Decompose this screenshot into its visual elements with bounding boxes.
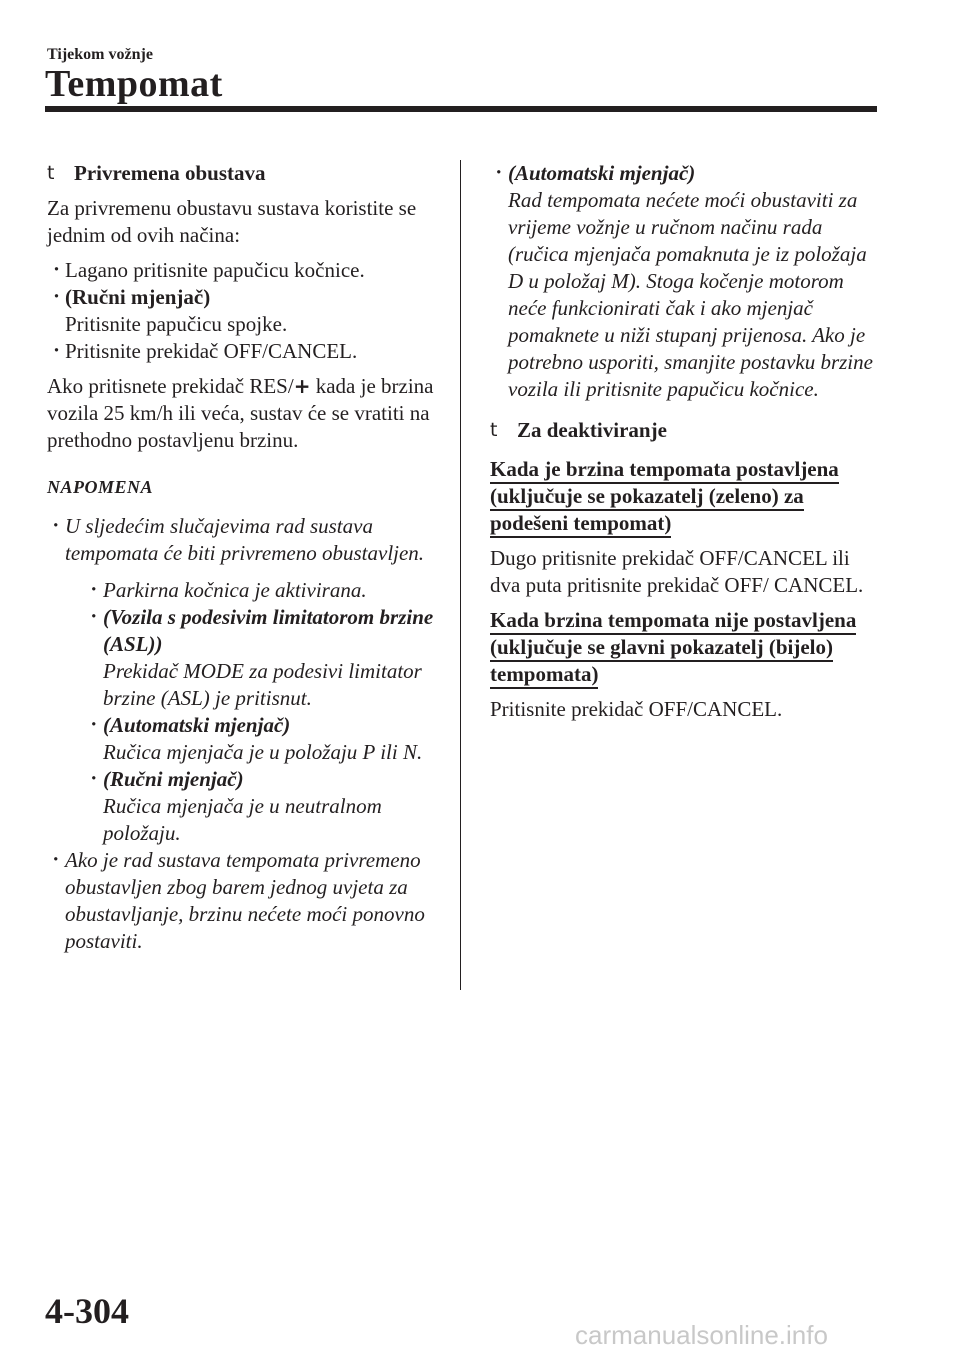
method-list — [47, 257, 447, 365]
heading-marker-icon: t — [47, 162, 55, 184]
note-intro: · U sljedećim slučajevima rad sustava tempomata će biti privremeno obustavljen. — [65, 514, 425, 565]
right-column — [490, 160, 882, 731]
list-item: · Parkirna kočnica je aktivirana. — [65, 577, 447, 604]
column-divider — [460, 160, 461, 990]
list-item — [47, 513, 447, 847]
list-item: · (Automatski mjenjač) Ručica mjenjača je u položaju P ili N. — [65, 712, 447, 766]
watermark: carmanualsonline.info — [575, 1320, 828, 1350]
item-text: Pritisnite papučicu spojke. — [65, 312, 288, 336]
heading-text: Privremena obustava — [74, 161, 266, 185]
subheading-speed-not-set: Kada brzina tempomata nije postavljena (uključuje se glavni pokazatelj (bijelo) tempomata) — [490, 607, 882, 688]
item-text: Pritisnite prekidač OFF/CANCEL. — [65, 339, 358, 363]
plus-icon: + — [293, 374, 311, 398]
note-continuation — [490, 160, 882, 403]
note-list — [47, 513, 447, 955]
note-sublist — [65, 577, 447, 847]
left-column — [47, 160, 447, 963]
list-item: · (Ručni mjenjač) Ručica mjenjača je u neutralnom položaju. — [65, 766, 447, 847]
heading-privremena-obustava — [47, 160, 447, 187]
list-item: · Ako je rad sustava tempomata privremeno obustavljen zbog barem jednog uvjeta za obustavljanje, brzinu nećete moći ponovno postaviti. — [47, 847, 447, 955]
paragraph: Pritisnite prekidač OFF/CANCEL. — [490, 697, 783, 721]
section-label: Tijekom vožnje — [47, 46, 153, 63]
list-item — [47, 284, 447, 338]
subheading-set-speed: Kada je brzina tempomata postavljena (uključuje se pokazatelj (zeleno) za podešeni tempomat) — [490, 456, 882, 537]
list-item — [47, 338, 447, 365]
paragraph: Dugo pritisnite prekidač OFF/CANCEL ili dva puta pritisnite prekidač OFF/ CANCEL. — [490, 546, 864, 597]
list-item: · (Automatski mjenjač) Rad tempomata nećete moći obustaviti za vrijeme vožnje u ručnom načinu rada (ručica mjenjača pomaknuta je iz položaja D u položaj M). Stoga kočenje motorom neće funkcionirati čak i ako mjenjač pomaknete u niži stupanj prijenosa. Ako je potrebno usporiti, smanjite postavku brzine vozila ili pritisnite papučicu kočnice. — [490, 160, 882, 403]
list-item — [47, 257, 447, 284]
resume-paragraph: Ako pritisnete prekidač RES/+ kada je brzina vozila 25 km/h ili veća, sustav će se vratiti na prethodno postavljenu brzinu. — [47, 374, 434, 452]
intro-paragraph: Za privremenu obustavu sustava koristite se jednim od ovih načina: — [47, 196, 417, 247]
list-item: · (Vozila s podesivim limitatorom brzine (ASL)) Prekidač MODE za podesivi limitator brzine (ASL) je pritisnut. — [65, 604, 447, 712]
note-label: NAPOMENA — [47, 477, 154, 497]
heading-za-deaktiviranje — [490, 417, 882, 444]
page-title: Tempomat — [45, 63, 223, 105]
item-condition: (Ručni mjenjač) — [65, 285, 211, 309]
title-rule — [45, 106, 877, 112]
heading-text: Za deaktiviranje — [517, 418, 667, 442]
heading-marker-icon: t — [490, 419, 498, 441]
item-text: Lagano pritisnite papučicu kočnice. — [65, 258, 365, 282]
page-number: 4-304 — [45, 1291, 129, 1331]
